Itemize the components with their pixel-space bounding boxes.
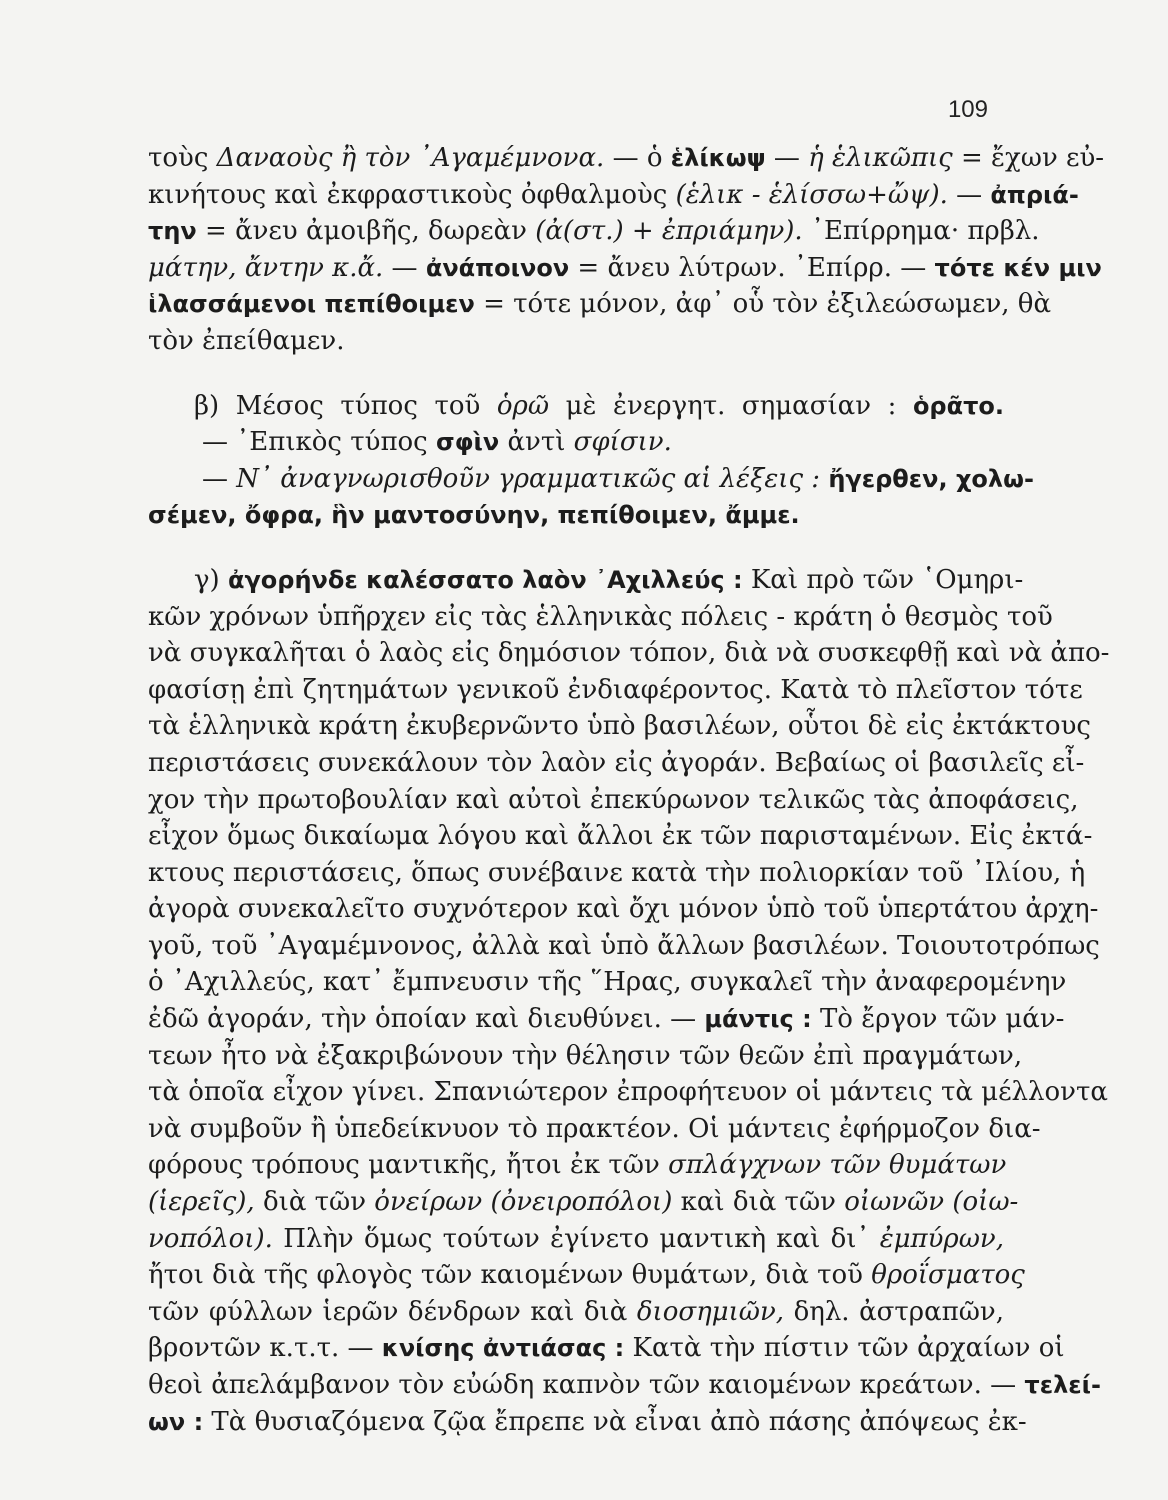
page-number: 109 [947,96,988,123]
bold-term: την [148,217,197,246]
text-run: ᾿Επίρρημα· πρβλ. [802,216,1040,247]
text-run: τὰ ὁποῖα εἶχον γίνει. Σπανιώτερον ἐπροφήτευον οἱ μάντεις τὰ μέλλοντα [148,1077,1108,1108]
bold-term: μάντις : [704,1005,812,1034]
text-line [148,1001,1065,1038]
text-line [148,250,1102,287]
bold-term: ἀγορήνδε καλέσσατο λαὸν ᾿Αχιλλεύς : [227,565,743,594]
text-line [148,497,1004,534]
italic-text: (ἑλικ - ἑλίσσω+ὤψ). [675,179,948,210]
bold-term: ἤγερθεν, χολω- [828,464,1034,493]
text-line [148,1330,1065,1367]
text-line [148,1367,1101,1404]
text-line [148,782,1079,819]
text-run: Καὶ πρὸ τῶν ῾Ομηρι- [742,564,1024,595]
text-line [148,1184,1019,1221]
text-run: διὰ τῶν [254,1187,375,1218]
text-line [148,388,1004,425]
italic-text: Δαναοὺς ἢ τὸν ᾿Αγαμέμνονα. [216,143,605,173]
text-line [148,213,1040,250]
text-run: = ἄνευ λύτρων. ᾿Επίρρ. — [569,252,935,283]
text-run: — ὁ [604,143,671,173]
text-run: δηλ. ἀστραπῶν, [784,1296,1004,1327]
italic-text: ἡ ἑλικῶπις [808,143,953,173]
text-run: καὶ διὰ τῶν [672,1187,845,1218]
text-line [148,140,1105,177]
text-run: θεοὶ ἀπελάμβανον τὸν εὐώδη καπνὸν τῶν καιομένων κρεάτων. — [148,1370,1025,1400]
text-run: γ) [194,564,228,595]
text-line [148,891,1099,928]
italic-text: σπλάγχνων τῶν θυμάτων [668,1150,1007,1181]
italic-text: διοσημιῶν, [636,1296,785,1327]
text-line [148,562,1024,599]
italic-text: νοπόλοι). [148,1223,273,1254]
text-line [148,672,1083,709]
text-line [148,635,1110,672]
text-run: ὁ ᾿Αχιλλεύς, κατ᾿ ἔμπνευσιν τῆς ῞Ηρας, συγκαλεῖ τὴν ἀναφερομένην [148,967,1067,998]
text-run: τὸν ἐπείθαμεν. [148,325,345,356]
text-run: νὰ συμβοῦν ἢ ὑπεδείκνυον τὸ πρακτέον. Οἱ μάντεις ἐφήρμοζον δια- [148,1113,1041,1144]
text-line [148,1038,1023,1075]
text-run: — [765,143,809,173]
text-run: = τότε μόνον, ἀφ᾿ οὗ τὸν ἐξιλεώσωμεν, θὰ [474,289,1051,320]
text-run: = ἔχων εὐ- [952,143,1105,173]
text-run: ἀντὶ [499,427,574,458]
text-line [148,1257,1025,1294]
italic-text: θροΐσματος [871,1260,1025,1291]
text-run: Πλὴν ὅμως τούτων ἐγίνετο μαντικὴ καὶ δι᾿ [272,1223,880,1254]
bold-term: ἀπριά- [990,180,1079,209]
text-run: — [202,463,237,494]
text-line [148,1147,1007,1184]
text-line [148,1404,1027,1441]
bold-term: ἑλίκωψ [670,144,766,172]
bold-term: ἱλασσάμενοι πεπίθοιμεν [148,290,475,319]
text-run: = ἄνευ ἀμοιβῆς, δωρεὰν [196,216,536,247]
text-line [148,1221,1004,1258]
text-run: ἐδῶ ἀγοράν, τὴν ὁποίαν καὶ διευθύνει. — [148,1004,705,1035]
text-run: — ᾿Επικὸς τύπος [202,427,437,458]
text-run: χον τὴν πρωτοβουλίαν καὶ αὐτοὶ ἐπεκύρωνον τελικῶς τὰς ἀποφάσεις, [148,784,1079,815]
italic-text: ὀνείρων (ὀνειροπόλοι) [374,1187,673,1218]
text-run: νὰ συγκαλῆται ὁ λαὸς εἰς δημόσιον τόπον, διὰ νὰ συσκεφθῇ καὶ νὰ ἀπο- [148,638,1110,669]
bold-term: τελεί- [1024,1371,1101,1399]
text-run: βροντῶν κ.τ.τ. — [148,1333,382,1364]
text-line [148,855,1086,892]
text-run: Τὸ ἔργον τῶν μάν- [811,1004,1065,1035]
text-line [148,928,1100,965]
bold-term: ων : [148,1407,204,1436]
text-line [148,599,1053,636]
text-run: γοῦ, τοῦ ᾿Αγαμέμνονος, ἀλλὰ καὶ ὑπὸ ἄλλων βασιλέων. Τοιουτοτρόπως [148,930,1100,961]
italic-text: (ἱερεῖς), [148,1187,255,1218]
italic-text: (ἀ(στ.) + ἐπριάμην). [535,216,803,247]
text-line [148,177,1079,214]
text-run: τὰ ἑλληνικὰ κράτη ἐκυβερνῶντο ὑπὸ βασιλέων, οὗτοι δὲ εἰς ἐκτάκτους [148,711,1091,742]
text-line [148,323,1004,360]
italic-text: ἐμπύρων, [879,1223,1004,1254]
text-run: — [383,252,426,283]
text-run: ἀγορὰ συνεκαλεῖτο συχνότερον καὶ ὄχι μόνον ὑπὸ τοῦ ὑπερτάτου ἀρχη- [148,894,1099,925]
text-run: Τὰ θυσιαζόμενα ζῷα ἔπρεπε νὰ εἶναι ἀπὸ πάσης ἀπόψεως ἐκ- [203,1406,1027,1437]
text-run: κινήτους καὶ ἐκφραστικοὺς ὀφθαλμοὺς [148,179,676,210]
bold-term: ὁρᾶτο. [912,391,1005,420]
text-line [148,818,1093,855]
text-run: ἤτοι διὰ τῆς φλογὸς τῶν καιομένων θυμάτων, διὰ τοῦ [148,1260,872,1291]
text-run: κῶν χρόνων ὑπῆρχεν εἰς τὰς ἑλληνικὰς πόλεις - κράτη ὁ θεσμὸς τοῦ [148,601,1053,632]
text-line [148,461,1034,498]
bold-term: ἀνάποινον [425,253,570,282]
text-run: φόρους τρόπους μαντικῆς, ἤτοι ἐκ τῶν [148,1150,669,1181]
text-line [148,745,1085,782]
text-line [148,1111,1041,1148]
text-run: τοὺς [148,143,217,173]
italic-text: σφίσιν. [573,427,672,458]
text-run: μὲ ἐνεργητ. σημασίαν : [549,390,913,421]
italic-text: μάτην, ἄντην κ.ἄ. [148,252,384,283]
text-line [148,286,1051,323]
text-run: β) Μέσος τύπος τοῦ [194,390,497,421]
text-line [148,424,1004,461]
text-run: Κατὰ τὴν πίστιν τῶν ἀρχαίων οἱ [624,1333,1065,1364]
text-run: περιστάσεις συνεκάλουν τὸν λαὸν εἰς ἀγοράν. Βεβαίως οἱ βασιλεῖς εἶ- [148,747,1085,778]
text-run: τῶν φύλλων ἱερῶν δένδρων καὶ διὰ [148,1296,637,1327]
text-line [148,964,1067,1001]
text-run: εἶχον ὅμως δικαίωμα λόγου καὶ ἄλλοι ἐκ τῶν παρισταμένων. Εἰς ἐκτά- [148,821,1093,852]
bold-term: σέμεν, ὄφρα, ἣν μαντοσύνην, πεπίθοιμεν, ἄμμε. [148,501,800,530]
bold-term: σφὶν [436,428,500,457]
text-run: τεων ἦτο νὰ ἐξακριβώνουν τὴν θέλησιν τῶν θεῶν ἐπὶ πραγμάτων, [148,1040,1023,1071]
body-text [148,140,1110,1440]
bold-term: τότε κέν μιν [934,253,1102,282]
text-line [148,1074,1108,1111]
italic-text: οἰωνῶν (οἰω- [844,1187,1019,1218]
text-run: κτους περιστάσεις, ὅπως συνέβαινε κατὰ τὴν πολιορκίαν τοῦ ᾿Ιλίου, ἡ [148,857,1086,888]
bold-term: κνίσης ἀντιάσας : [381,1334,625,1363]
text-run: — [947,179,991,210]
text-line [148,1294,1004,1331]
italic-text: ὁρῶ [496,390,550,421]
text-line [148,708,1091,745]
text-run: φασίσῃ ἐπὶ ζητημάτων γενικοῦ ἐνδιαφέροντος. Κατὰ τὸ πλεῖστον τότε [148,674,1083,705]
italic-text: Ν᾿ ἀναγνωρισθοῦν γραμματικῶς αἱ λέξεις : [236,463,821,494]
